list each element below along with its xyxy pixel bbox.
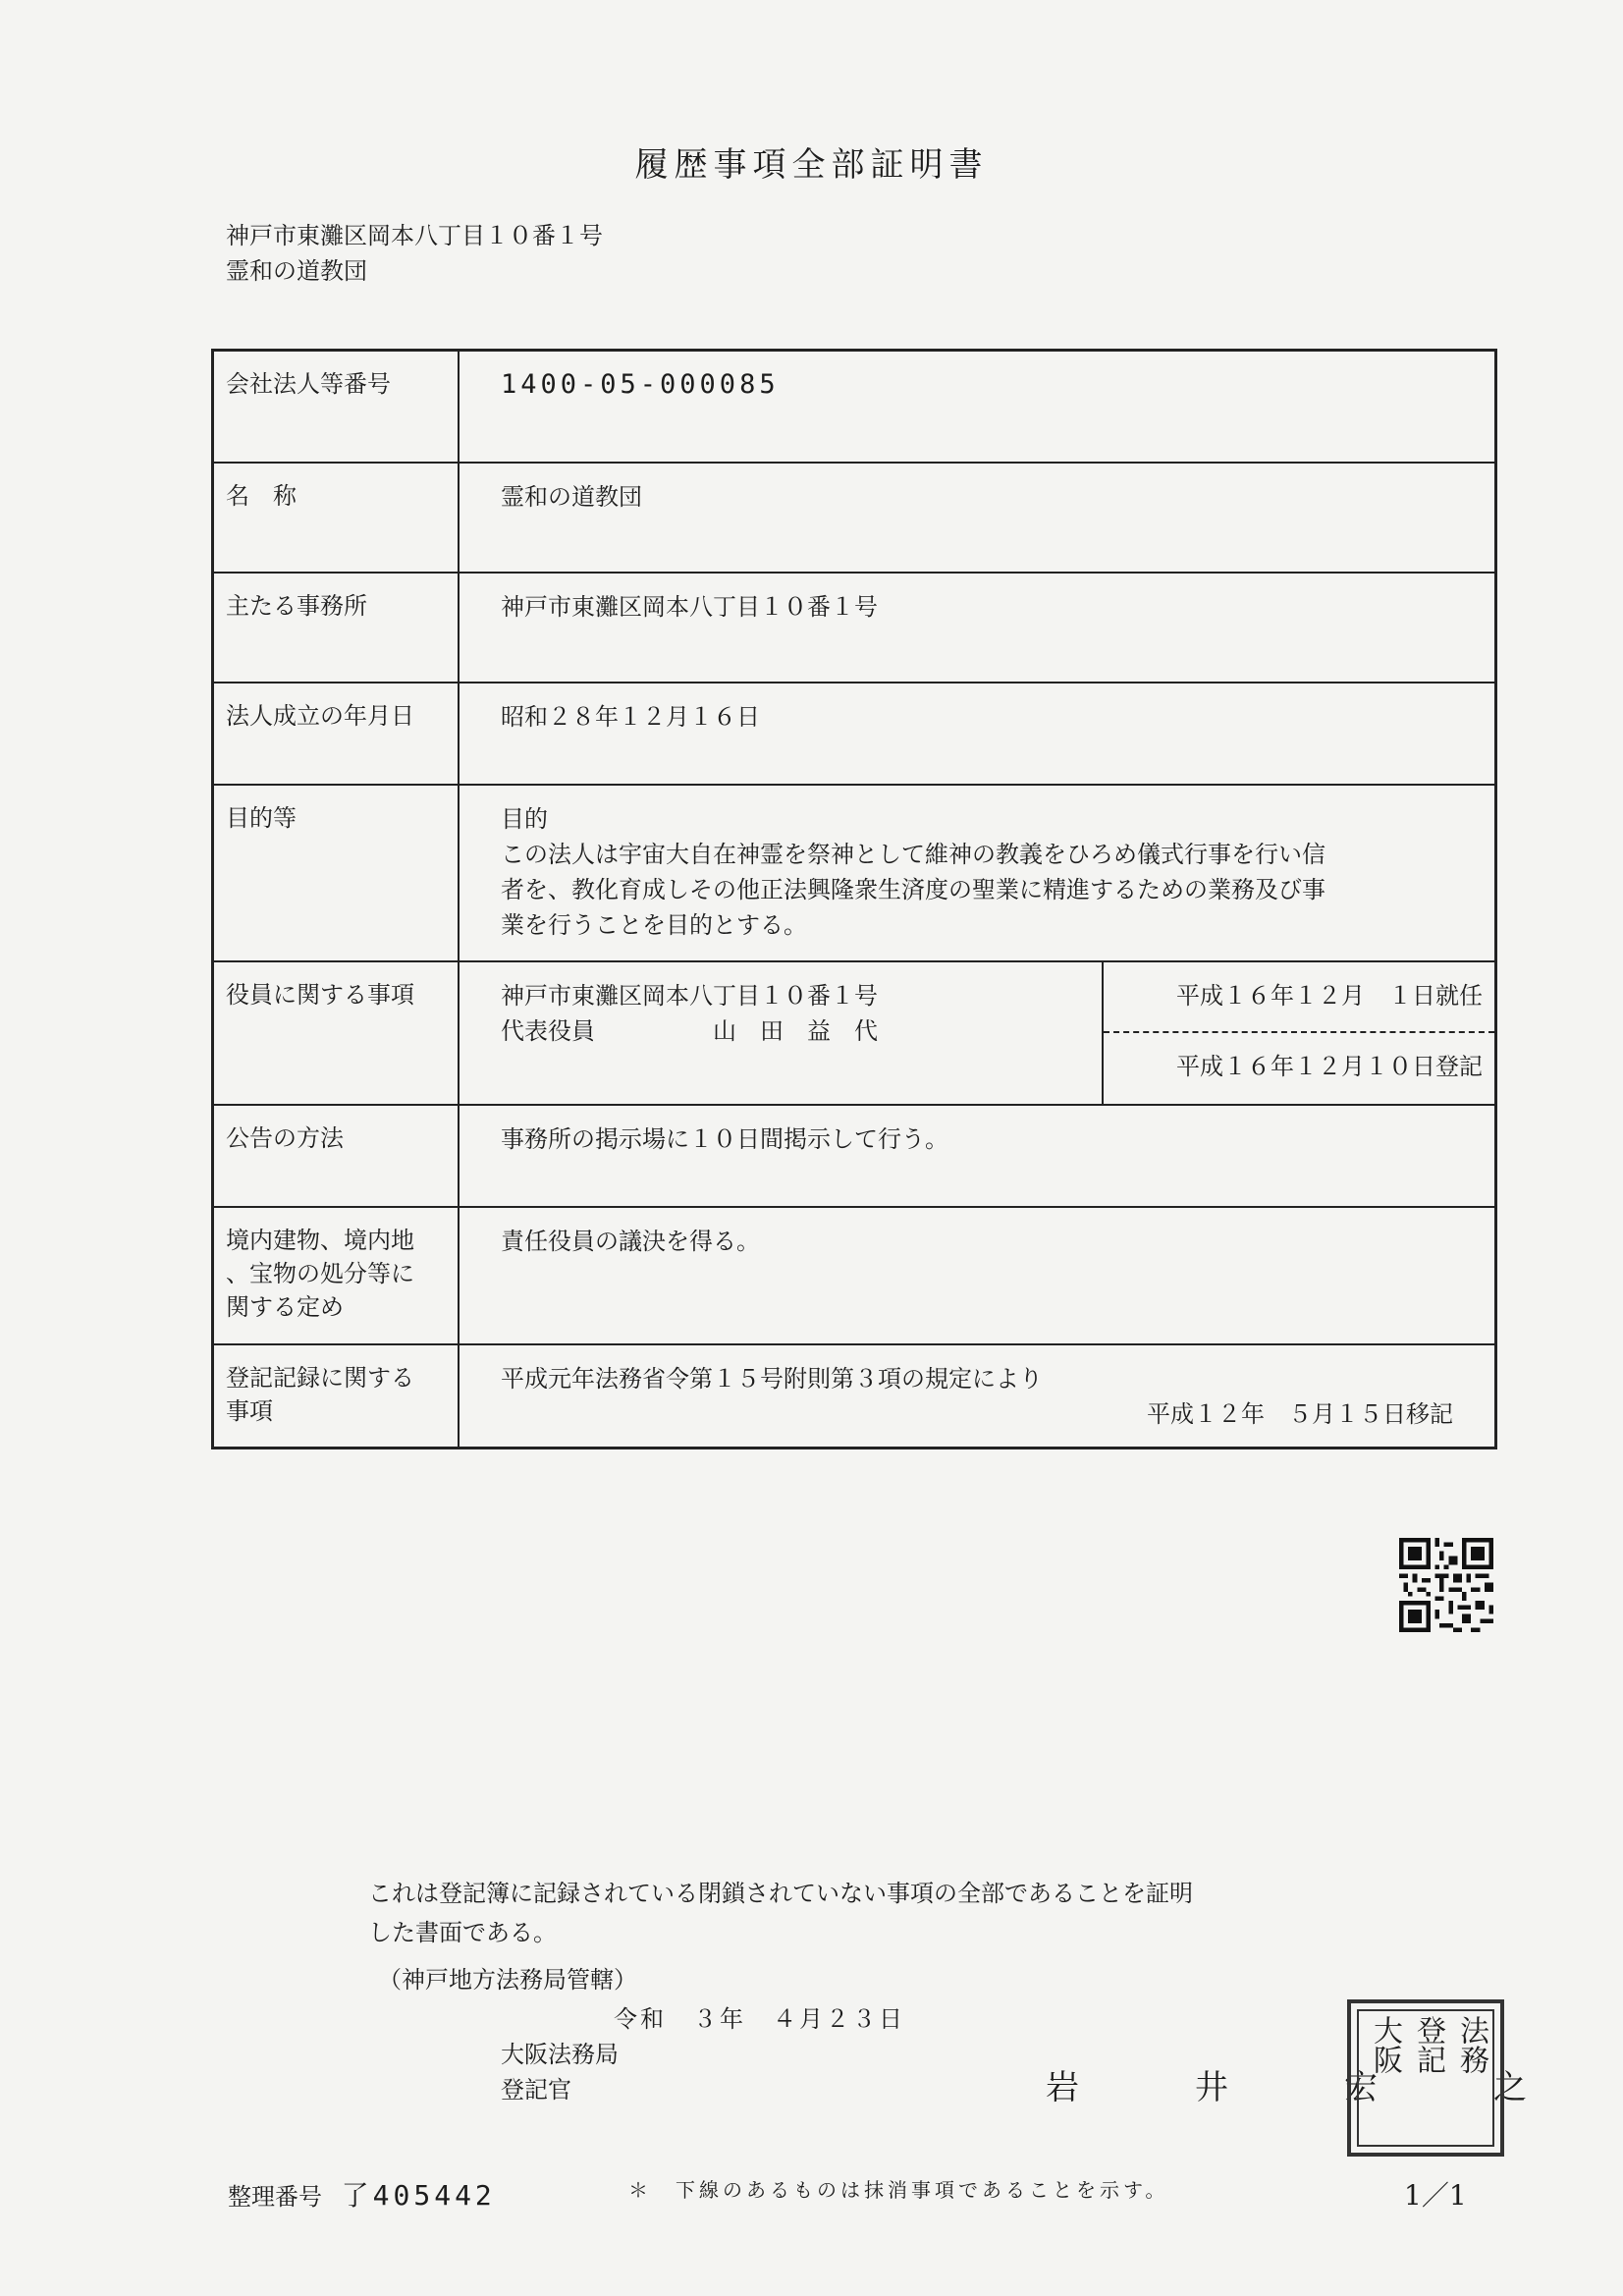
- officer-role: 代表役員: [501, 1017, 595, 1045]
- officer-registered-date: 平成１６年１２月１０日登記: [1176, 1053, 1483, 1080]
- issue-date: 令和 ３年 ４月２３日: [614, 2005, 905, 2033]
- purpose-line-3: 業を行うことを目的とする。: [501, 911, 807, 939]
- bureau-name: 大阪法務局: [501, 2041, 619, 2068]
- label-officers: 役員に関する事項: [214, 962, 460, 1104]
- value-name: 霊和の道教団: [501, 483, 642, 511]
- purpose-line-1: この法人は宇宙大自在神霊を祭神として維神の教義をひろめ儀式行事を行い信: [501, 841, 1325, 868]
- qr-code-icon: [1399, 1538, 1493, 1632]
- row-established: [214, 682, 1494, 784]
- label-registry-line-1: 登記記録に関する: [226, 1364, 414, 1392]
- label-corp-number: 会社法人等番号: [214, 352, 460, 462]
- seal-text-col-1: 法務: [1454, 2015, 1488, 2074]
- value-registry: [460, 1345, 1494, 1447]
- seal-inner: [1357, 2009, 1494, 2147]
- value-established: 昭和２８年１２月１６日: [501, 703, 760, 731]
- row-notice: [214, 1104, 1494, 1206]
- registrar-title: 登記官: [501, 2076, 571, 2104]
- value-notice: 事務所の掲示場に１０日間掲示して行う。: [501, 1125, 948, 1153]
- certification-text: [368, 1874, 1350, 1952]
- certification-line-1: これは登記簿に記録されている閉鎖されていない事項の全部であることを証明: [368, 1880, 1193, 1907]
- label-notice: 公告の方法: [214, 1106, 460, 1206]
- seal-text-col-2: 登記: [1411, 2015, 1445, 2074]
- label-established: 法人成立の年月日: [214, 683, 460, 784]
- header-address: 神戸市東灘区岡本八丁目１０番１号: [226, 222, 603, 249]
- officer-address: 神戸市東灘区岡本八丁目１０番１号: [501, 982, 878, 1010]
- officers-dates: [1102, 962, 1494, 1104]
- label-property-line-3: 関する定め: [226, 1293, 344, 1321]
- label-name: 名 称: [214, 464, 460, 572]
- row-registry: [214, 1343, 1494, 1447]
- row-corp-number: [214, 352, 1494, 462]
- row-name: [214, 462, 1494, 572]
- value-corp-number: 1400-05-000085: [501, 369, 780, 400]
- registry-note: 平成元年法務省令第１５号附則第３項の規定により: [501, 1365, 1043, 1393]
- certification-line-2: した書面である。: [368, 1919, 557, 1946]
- row-property: [214, 1206, 1494, 1343]
- label-registry-line-2: 事項: [226, 1397, 273, 1425]
- label-property-line-2: 、宝物の処分等に: [226, 1260, 414, 1287]
- value-office: 神戸市東灘区岡本八丁目１０番１号: [501, 593, 878, 621]
- label-property-line-1: 境内建物、境内地: [226, 1227, 414, 1254]
- jurisdiction: （神戸地方法務局管轄）: [378, 1966, 637, 1994]
- page-number: 1／1: [1404, 2179, 1467, 2212]
- value-purpose: [460, 786, 1494, 960]
- officer-line: [501, 1013, 1060, 1049]
- label-property: [214, 1208, 460, 1343]
- purpose-heading: 目的: [501, 805, 548, 833]
- registry-table: [211, 349, 1497, 1449]
- official-seal-stamp: [1347, 1999, 1504, 2157]
- label-registry: [214, 1345, 460, 1447]
- registrar-name: 岩 井 宏 之: [1046, 2068, 1568, 2107]
- row-office: [214, 572, 1494, 682]
- reference-number: [228, 2174, 496, 2214]
- label-office: 主たる事務所: [214, 574, 460, 682]
- row-officers: [214, 960, 1494, 1104]
- purpose-line-2: 者を、教化育成しその他正法興隆衆生済度の聖業に精進するための業務及び事: [501, 876, 1325, 903]
- document-title: 履歴事項全部証明書: [634, 145, 989, 185]
- row-purpose: [214, 784, 1494, 960]
- registry-migrated-date: 平成１２年 ５月１５日移記: [1147, 1400, 1453, 1428]
- footer-note: ＊ 下線のあるものは抹消事項であることを示す。: [628, 2178, 1169, 2202]
- officer-person: 山 田 益 代: [713, 1017, 878, 1045]
- reference-value: 了405442: [341, 2179, 496, 2212]
- reference-label: 整理番号: [228, 2183, 322, 2211]
- value-property: 責任役員の議決を得る。: [501, 1228, 760, 1255]
- header-name: 霊和の道教団: [226, 257, 367, 285]
- officer-appointed-date: 平成１６年１２月 １日就任: [1104, 962, 1494, 1033]
- label-purpose: 目的等: [214, 786, 460, 960]
- officers-content: [460, 962, 1494, 1104]
- seal-text-col-3: 大阪: [1368, 2015, 1402, 2074]
- officers-main: [460, 962, 1102, 1104]
